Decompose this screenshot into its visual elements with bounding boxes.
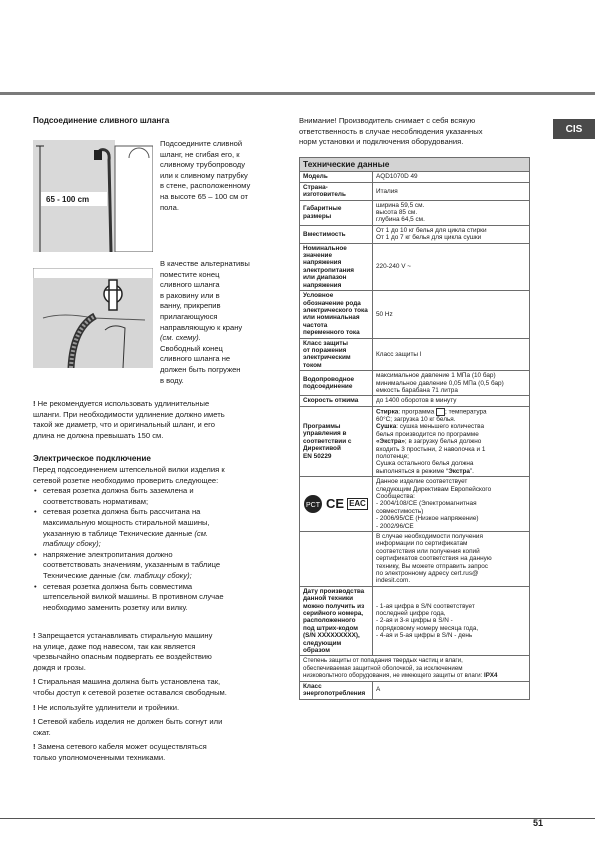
table-row: Класс энергопотребления A — [300, 681, 530, 699]
table-row: Водопроводное подсоединение максимальное давление 1 МПа (10 бар) минимальное давление 0,05 МПа (0,5 бар) емкость барабана 71 литра — [300, 371, 530, 396]
list-item: • сетевая розетка должна быть рассчитана на максимальную мощность стиральной машины, указанную в таблице Технические данные (см. таблицу сбоку); — [43, 507, 283, 549]
table-row: Номинальное значение напряжения электропитания или диапазон напряжения 220-240 V ~ — [300, 243, 530, 290]
warning-icon: ! — [33, 677, 36, 687]
warning-icon: ! — [33, 742, 36, 752]
list-item: • сетевая розетка должна быть совместима штепсельной вилкой машины. В противном случае необходимо заменить розетку или вилку. — [43, 582, 283, 614]
table-row: Программы управления в соответствии с Директивой EN 50229 Стирка: программа ; температура 60°С; загрузка 10 кг белья. Сушка: сушка меньшего количества белья производится по программе «Экстра»; в загрузку белья должно входить 3 простыни, 2 наволочка и 1 полотенце; Сушка остального белья должна выполняться в режиме “Экстра”. — [300, 406, 530, 476]
warning-icon: ! — [33, 399, 36, 408]
table-row: Скорость отжима до 1400 оборотов в минуту — [300, 396, 530, 406]
manufacturer-notice: Внимание! Производитель снимает с себя всякую ответственность в случае несоблюдения указанных норм установки и подключения оборудования. — [299, 116, 483, 147]
ce-mark: CE — [326, 496, 345, 512]
table-row: Условное обозначение рода электрического тока или номинальная частота переменного тока 50 Hz — [300, 291, 530, 338]
eac-mark: ЕАС — [349, 499, 366, 509]
height-label: 65 - 100 cm — [46, 195, 90, 204]
table-row: Степень защиты от попадания твердых частиц и влаги, обеспечиваемая защитной оболочкой, за исключением низковольтного оборудования, не имеющего защиты от влаги: IPX4 — [300, 656, 530, 681]
table-title-row: Технические данные — [300, 158, 530, 172]
electrical-body: Перед подсоединением штепсельной вилки изделия к сетевой розетке необходимо проверить следующее: • сетевая розетка должна быть заземлена и соответствовать нормативам; • сетевая розетка должна быть рассчитана на максимальную мощность стиральной машины, указанную в таблице Технические данные (см. таблицу сбоку); • напряжение электропитания должно соответствовать значениям, указанным в таблице Технические данные (см. таблицу сбоку); • сетевая розетка должна быть совместима штепсельной вилкой машины. В противном случае необходимо заменить розетку или вилку. — [33, 465, 283, 613]
list-item: • сетевая розетка должна быть заземлена и соответствовать нормативам; — [43, 486, 283, 507]
electrical-title: Электрическое подключение — [33, 454, 151, 463]
drain-warning: ! Не рекомендуется использовать удлинительные шланги. При необходимости удлинение должно иметь такой же диаметр, что и оригинальный шланг, и его длина не должна превышать 150 см. — [33, 399, 225, 440]
program-icon — [436, 408, 445, 416]
warning-icon: ! — [33, 631, 36, 640]
table-row: Габаритные размеры ширина 59,5 см. высота 85 см. глубина 64,5 см. — [300, 200, 530, 225]
electrical-warnings: ! Запрещается устанавливать стиральную машину на улице, даже под навесом, так как является чрезвычайно опасным подвергать ее воздействию дождя и грозы. ! Стиральная машина должна быть установлена так, чтобы доступ к сетевой розетке оставался свободным. ! Не используйте удлинители и тройники. ! Сетевой кабель изделия не должен быть согнут или сжат. ! Замена сетевого кабеля может осуществляться только уполномоченными техниками. — [33, 631, 227, 762]
drain-title: Подсоединение сливного шланга — [33, 116, 170, 125]
svg-text:PCT: PCT — [306, 502, 320, 510]
table-row: Страна- изготовитель Италия — [300, 182, 530, 200]
table-row: Вместимость От 1 до 10 кг белья для цикла стирки От 1 до 7 кг белья для цикла сушки — [300, 225, 530, 243]
footer-rule — [0, 818, 595, 819]
warning-icon: ! — [33, 717, 36, 727]
table-row: В случае необходимости получения информации по сертификатам соответствия или получения копий сертификатов соответствия на данную технику, Вы можете отправить запрос по электронному адресу cert.rus@ indesit.com. — [300, 531, 530, 586]
table-row: Модель AQD1070D 49 — [300, 172, 530, 182]
rst-mark-icon — [303, 494, 323, 514]
list-item: • напряжение электропитания должно соответствовать значениям, указанным в таблице Технические данные (см. таблицу сбоку); — [43, 550, 283, 582]
table-row: Класс защиты от поражения электрическим током Класс защиты I — [300, 338, 530, 371]
header-rule — [0, 92, 595, 95]
drain-paragraph-1: Подсоедините сливной шланг, не сгибая его, к сливному трубопроводу или к сливному патрубку в стене, расположенному на высоте 65 – 100 см от пола. — [160, 139, 251, 212]
warning-icon: ! — [33, 702, 36, 712]
page-number: 51 — [532, 818, 543, 828]
table-row: Дату производства данной техники можно получить из серийного номера, расположенного под штрих-кодом (S/N XXXXXXXXX), следующим образом - 1-ая цифра в S/N соответствует последней цифре года, - 2-ая и 3-я цифры в S/N - порядковому номеру месяца года, - 4-ая и 5-ая цифры в S/N - день — [300, 586, 530, 656]
language-tab: CIS — [553, 119, 595, 139]
drain-paragraph-2: В качестве альтернативы поместите конец сливного шланга в раковину или в ванну, прикрепив прилагающуюся направляющую к крану (см. схему). Свободный конец сливного шланга не должен быть погружен в воду. — [160, 259, 250, 385]
sink-drain-illustration — [33, 268, 153, 368]
table-row: PCT CE ЕАС Данное изделие соответствует следующим Директивам Европейского Сообщества: - 2004/108/CE (Электромагнитная совместимость) - 2006/95/CE (Низкое напряжение) - 2002/96/CE — [300, 477, 530, 532]
technical-data-table — [299, 157, 530, 700]
